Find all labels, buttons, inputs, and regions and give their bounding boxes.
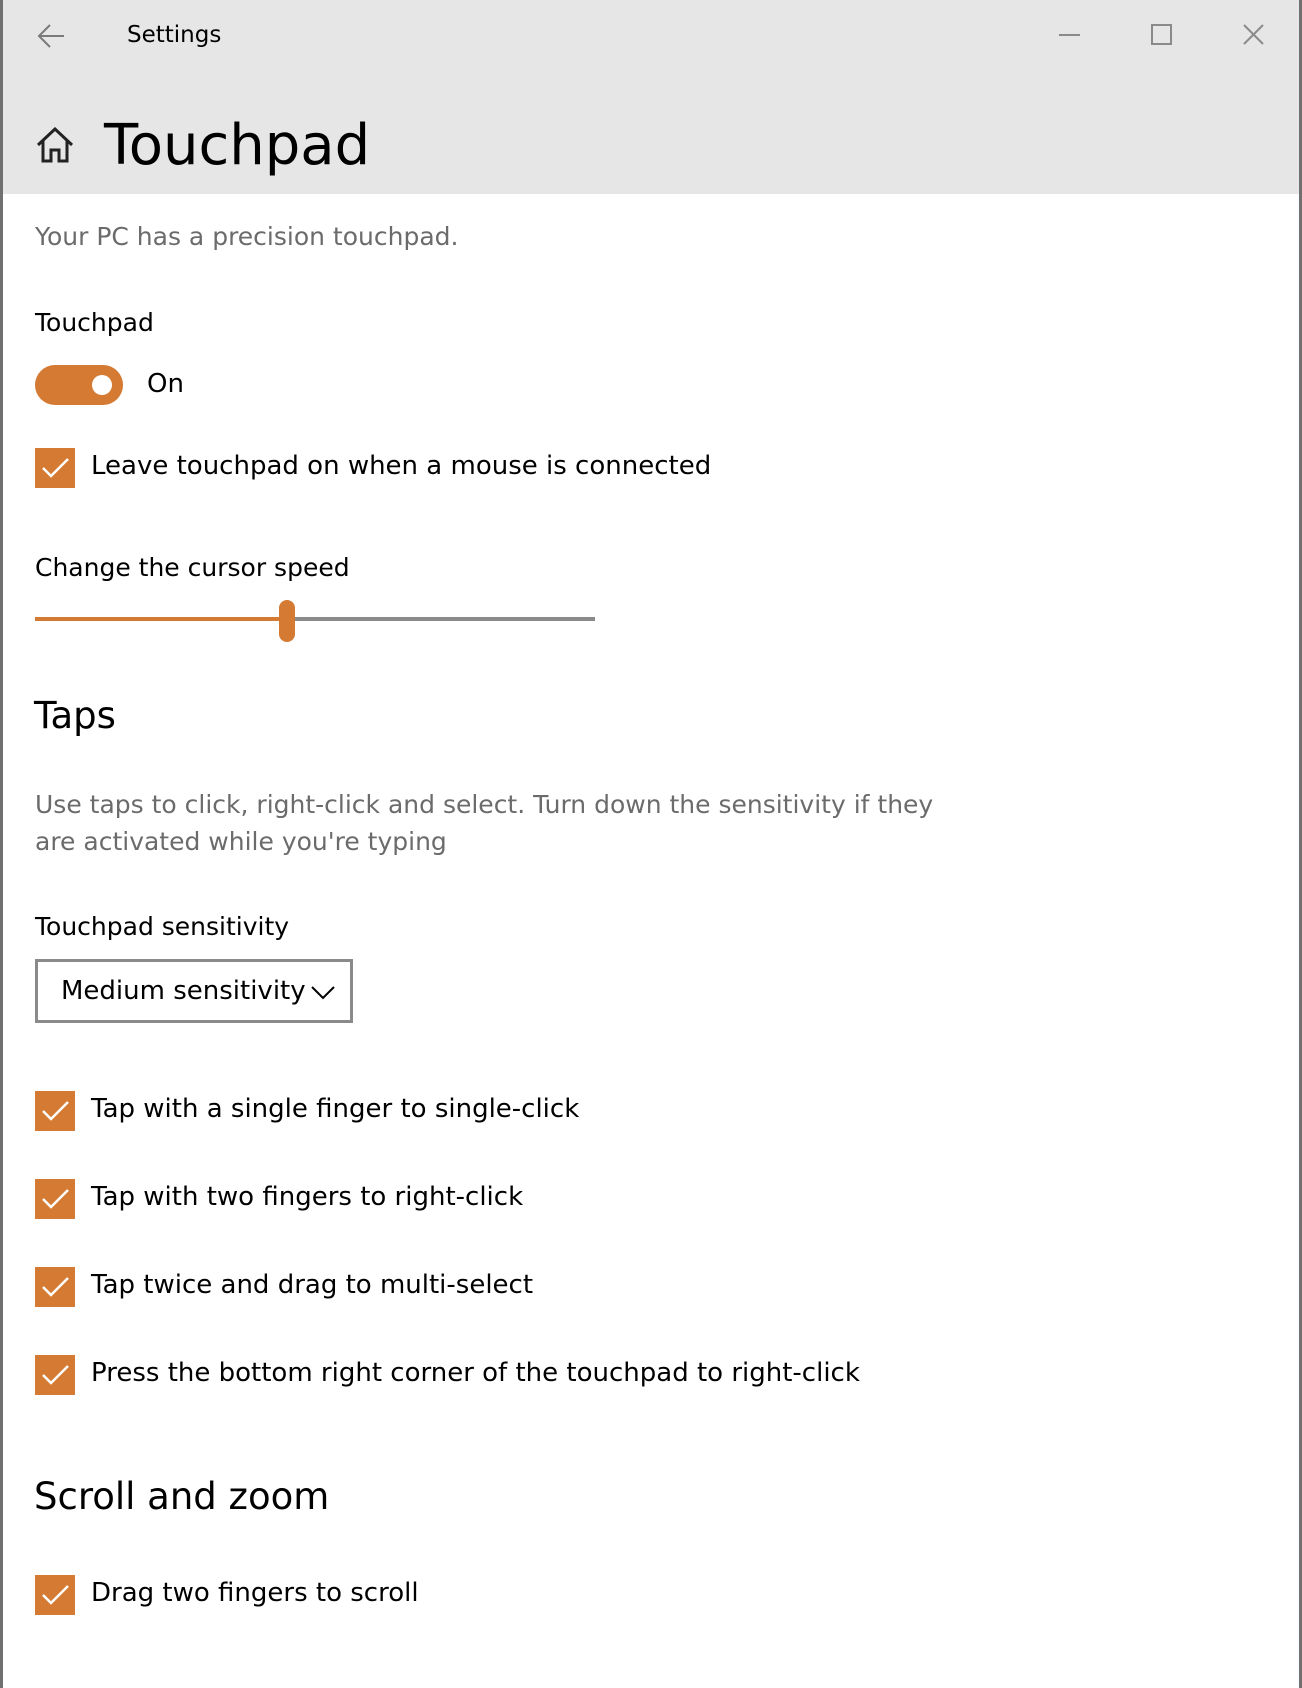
checkmark-icon: [35, 1267, 75, 1307]
cursor-speed-slider[interactable]: [35, 600, 595, 640]
tap-single-finger-checkbox[interactable]: [35, 1091, 75, 1131]
slider-thumb[interactable]: [279, 600, 295, 642]
drag-two-fingers-scroll-label: Drag two fingers to scroll: [91, 1578, 419, 1608]
window-left-border: [0, 0, 3, 1688]
checkmark-icon: [35, 1091, 75, 1131]
checkmark-icon: [35, 448, 75, 488]
tap-two-fingers-checkbox[interactable]: [35, 1179, 75, 1219]
checkmark-icon: [35, 1179, 75, 1219]
toggle-state-label: On: [147, 369, 184, 399]
back-button[interactable]: [30, 14, 74, 58]
touchpad-sensitivity-label: Touchpad sensitivity: [35, 912, 290, 941]
checkmark-icon: [35, 1575, 75, 1615]
app-title: Settings: [127, 22, 222, 48]
touchpad-label: Touchpad: [35, 308, 154, 337]
close-icon: [1230, 12, 1276, 58]
sensitivity-selected-value: Medium sensitivity: [61, 976, 306, 1006]
chevron-down-icon: [310, 981, 336, 1003]
maximize-button[interactable]: [1138, 12, 1184, 58]
maximize-icon: [1138, 12, 1184, 58]
tap-two-fingers-label: Tap with two fingers to right-click: [91, 1182, 524, 1212]
leave-touchpad-on-label: Leave touchpad on when a mouse is connected: [91, 451, 712, 481]
bottom-right-corner-label: Press the bottom right corner of the touchpad to right-click: [91, 1358, 860, 1388]
touchpad-toggle[interactable]: [35, 365, 123, 405]
leave-touchpad-on-checkbox[interactable]: [35, 448, 75, 488]
touchpad-sensitivity-dropdown[interactable]: [35, 959, 353, 1023]
home-button[interactable]: [34, 124, 76, 166]
back-arrow-icon: [30, 14, 74, 58]
close-button[interactable]: [1230, 12, 1276, 58]
header-bar: [0, 0, 1302, 194]
page-title: Touchpad: [104, 113, 371, 178]
taps-section-title: Taps: [34, 694, 116, 737]
minimize-icon: [1046, 12, 1092, 58]
toggle-knob: [92, 375, 112, 395]
precision-note: Your PC has a precision touchpad.: [35, 222, 459, 251]
slider-fill: [35, 617, 287, 621]
tap-single-finger-label: Tap with a single finger to single-click: [91, 1094, 580, 1124]
bottom-right-corner-checkbox[interactable]: [35, 1355, 75, 1395]
checkmark-icon: [35, 1355, 75, 1395]
tap-twice-drag-checkbox[interactable]: [35, 1267, 75, 1307]
home-icon: [34, 124, 76, 166]
taps-description: Use taps to click, right-click and select. Turn down the sensitivity if they are activated while you're typing: [35, 790, 934, 856]
minimize-button[interactable]: [1046, 12, 1092, 58]
scroll-zoom-section-title: Scroll and zoom: [34, 1475, 330, 1518]
tap-twice-drag-label: Tap twice and drag to multi-select: [91, 1270, 534, 1300]
drag-two-fingers-scroll-checkbox[interactable]: [35, 1575, 75, 1615]
cursor-speed-label: Change the cursor speed: [35, 553, 350, 582]
